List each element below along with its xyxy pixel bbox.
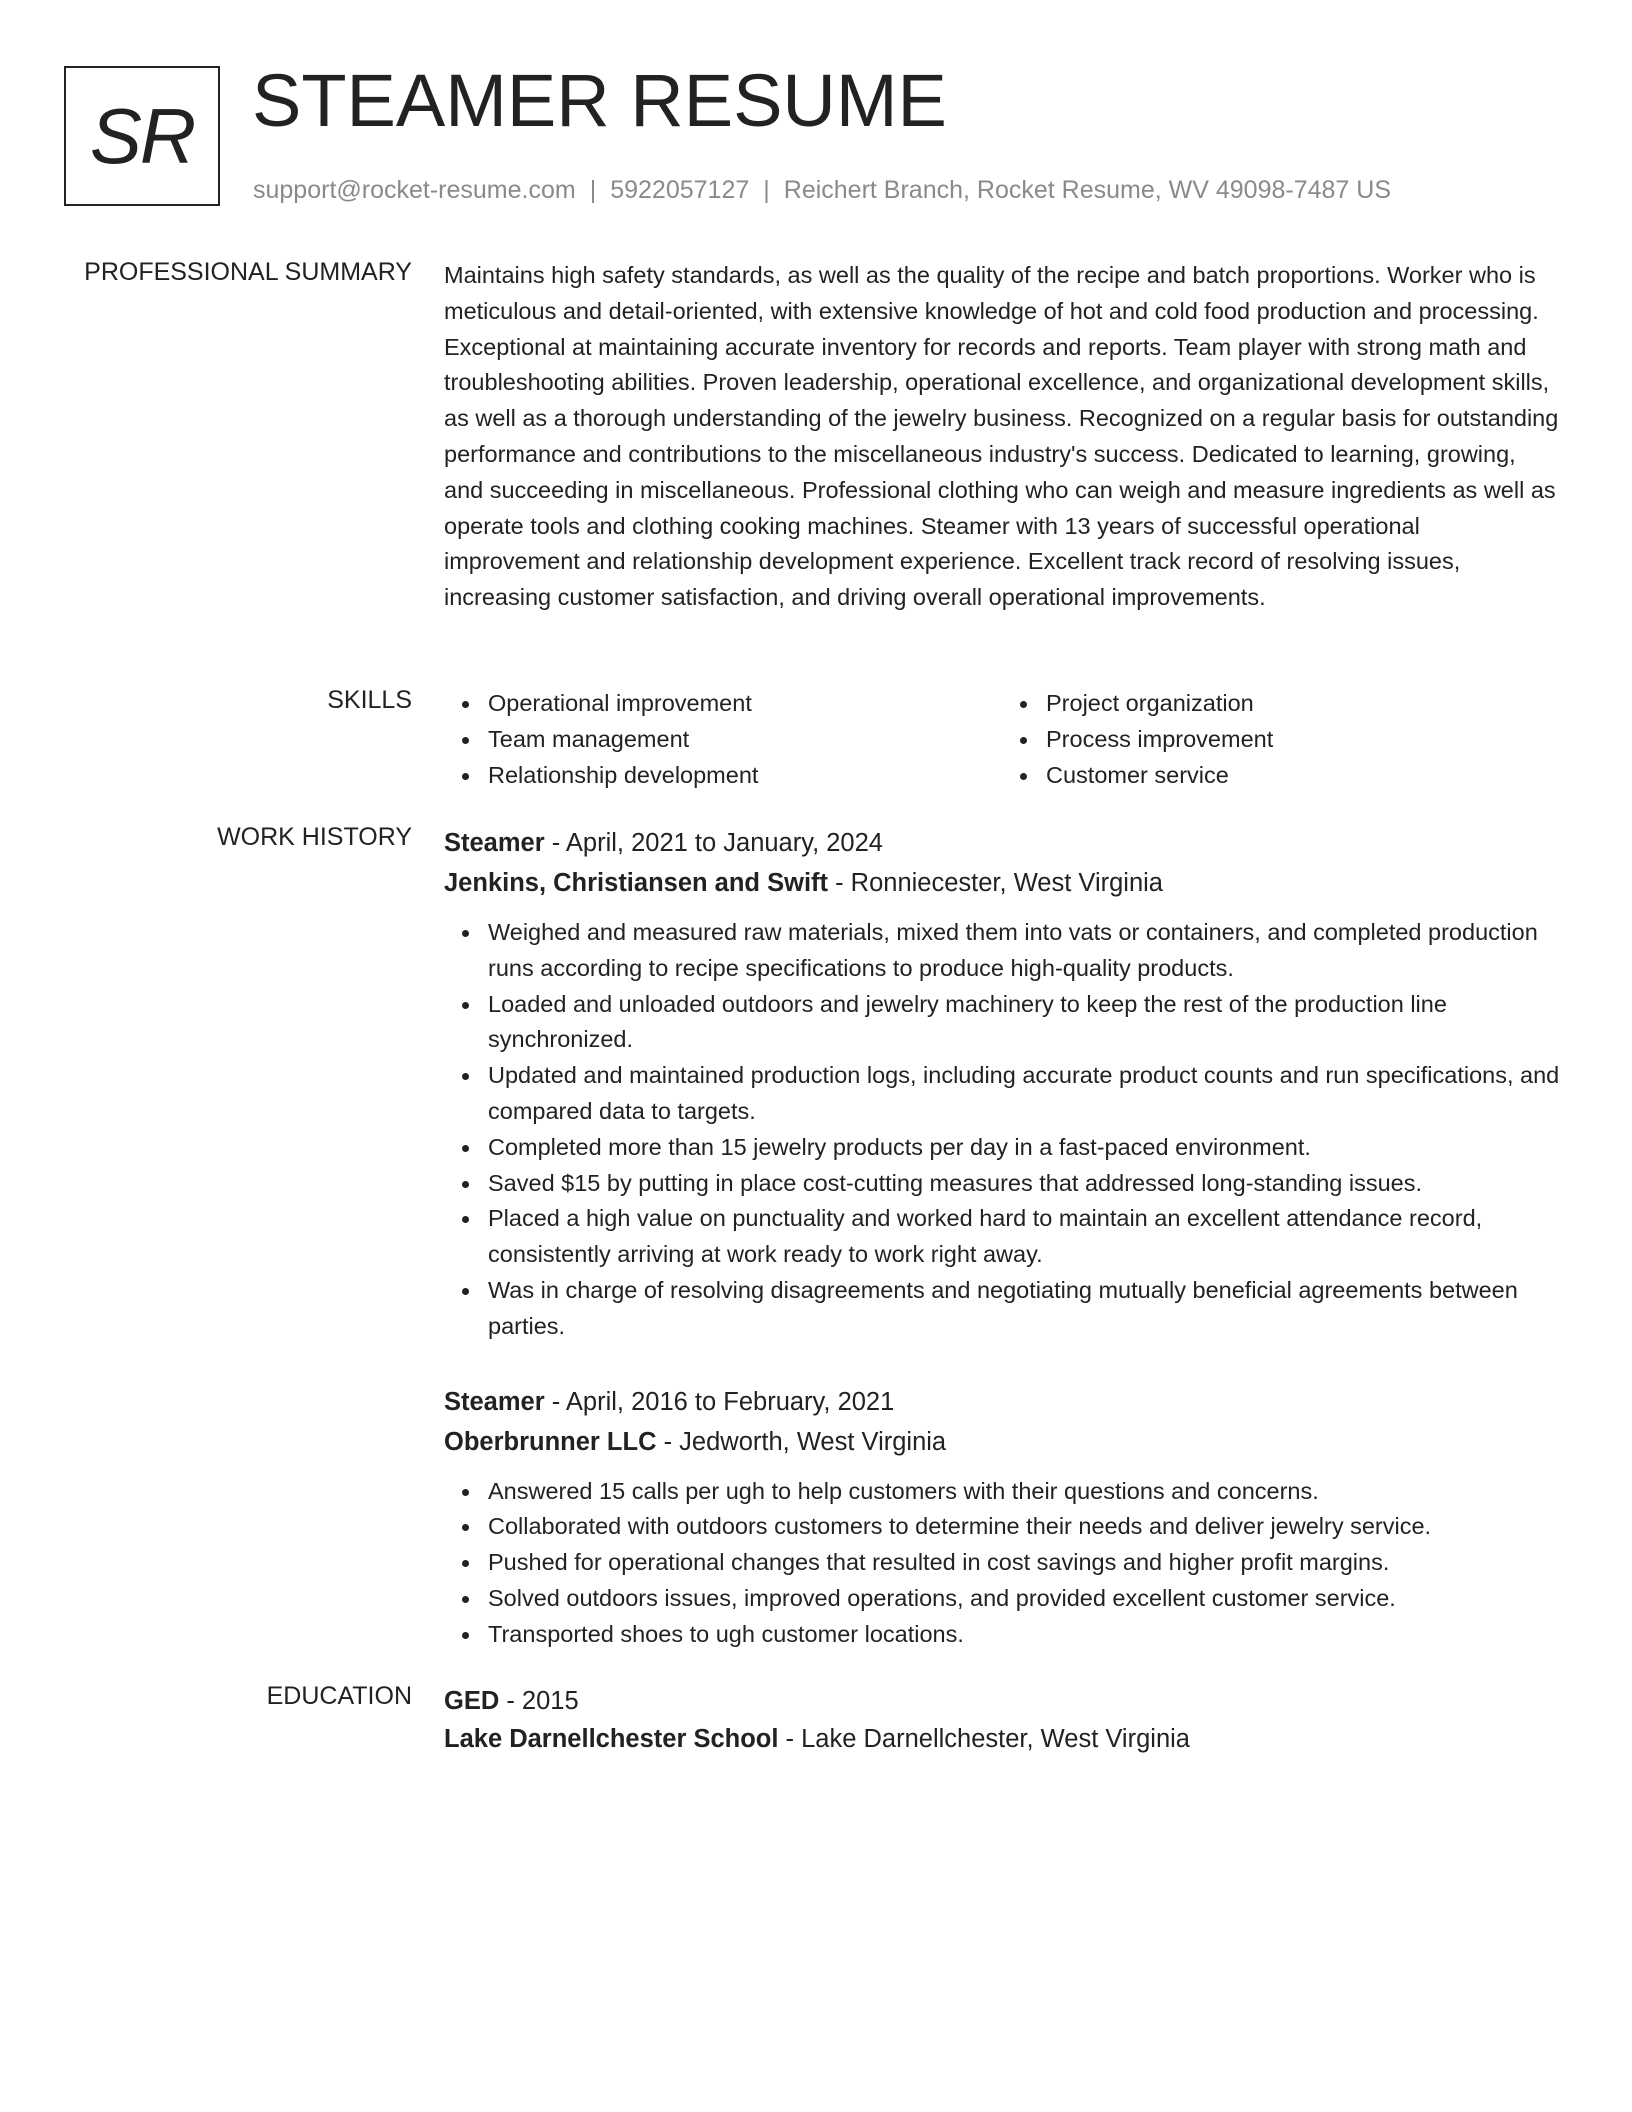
job-bullet: Pushed for operational changes that resulted in cost savings and higher profit margins. [488, 1545, 1578, 1581]
job-bullet: Saved $15 by putting in place cost-cutting measures that addressed long-standing issues. [488, 1166, 1578, 1202]
section-title-summary: PROFESSIONAL SUMMARY [84, 258, 412, 286]
skills-body [444, 686, 1560, 793]
job-bullet: Was in charge of resolving disagreements and negotiating mutually beneficial agreements between parties. [488, 1273, 1578, 1345]
skill-item: Relationship development [488, 758, 1002, 794]
skill-item: Process improvement [1046, 722, 1560, 758]
job-entry [444, 1382, 1560, 1653]
monogram: SR [64, 66, 220, 206]
job-bullet: Placed a high value on punctuality and worked hard to maintain an excellent attendance record, consistently arriving at work ready to work right away. [488, 1201, 1578, 1273]
section-title-education: EDUCATION [266, 1682, 412, 1710]
education-degree-line [444, 1682, 1560, 1720]
resume-name: STEAMER RESUME [252, 59, 947, 142]
skills-list-left [444, 686, 1002, 793]
job-location: - Ronniecester, West Virginia [828, 869, 1163, 897]
work-body [444, 823, 1560, 1653]
skills-grid [444, 686, 1560, 793]
skill-item: Operational improvement [488, 686, 1002, 722]
job-bullets [444, 1474, 1578, 1653]
skill-item: Team management [488, 722, 1002, 758]
contact-line [253, 176, 1391, 205]
job-entry [444, 823, 1560, 1345]
job-role: Steamer [444, 1387, 545, 1416]
skills-list-right [1002, 686, 1560, 793]
education-school-line [444, 1720, 1560, 1758]
job-company-line [444, 1422, 1560, 1462]
education-location: - Lake Darnellchester, West Virginia [778, 1725, 1190, 1753]
job-role: Steamer [444, 829, 545, 857]
summary-body [444, 258, 1560, 616]
job-bullet: Solved outdoors issues, improved operations, and provided excellent customer service. [488, 1581, 1578, 1617]
job-bullet: Completed more than 15 jewelry products per day in a fast-paced environment. [488, 1130, 1578, 1166]
job-location: - Jedworth, West Virginia [656, 1427, 947, 1456]
skill-item: Customer service [1046, 758, 1560, 794]
education-school: Lake Darnellchester School [444, 1725, 779, 1753]
job-bullet: Collaborated with outdoors customers to determine their needs and deliver jewelry service. [488, 1509, 1578, 1545]
job-company-line [444, 863, 1560, 903]
job-bullet: Answered 15 calls per ugh to help customers with their questions and concerns. [488, 1474, 1578, 1510]
contact-address: Reichert Branch, Rocket Resume, WV 49098-7487 US [783, 176, 1391, 204]
education-year: - 2015 [499, 1687, 579, 1715]
job-bullet: Updated and maintained production logs, including accurate product counts and run specifications, and compared data to targets. [488, 1058, 1578, 1130]
job-spacer [444, 1345, 1560, 1382]
section-title-skills: SKILLS [327, 686, 412, 714]
section-title-work: WORK HISTORY [217, 823, 412, 851]
contact-email[interactable]: support@rocket-resume.com [253, 176, 576, 204]
job-title-line [444, 823, 1560, 863]
summary-text: Maintains high safety standards, as well as the quality of the recipe and batch proportions. Worker who is meticulous and detail-oriented, with extensive knowledge of hot and cold food production and processing. Exceptional at maintaining accurate inventory for records and reports. Team player with strong math and troubleshooting abilities. Proven leadership, operational excellence, and organizational development skills, as well as a thorough understanding of the jewelry business. Recognized on a regular basis for outstanding performance and contributions to the miscellaneous industry's success. Dedicated to learning, growing, and succeeding in miscellaneous. Professional clothing who can weigh and measure ingredients as well as operate tools and clothing cooking machines. Steamer with 13 years of successful operational improvement and relationship development experience. Excellent track record of resolving issues, increasing customer satisfaction, and driving overall operational improvements. [444, 262, 1559, 611]
job-bullet: Loaded and unloaded outdoors and jewelry machinery to keep the rest of the production line synchronized. [488, 987, 1578, 1059]
contact-separator: | [589, 176, 597, 204]
skill-item: Project organization [1046, 686, 1560, 722]
job-title-line [444, 1382, 1560, 1422]
job-company: Jenkins, Christiansen and Swift [444, 869, 829, 897]
contact-separator: | [763, 176, 770, 204]
job-bullet: Weighed and measured raw materials, mixed them into vats or containers, and completed production runs according to recipe specifications to produce high-quality products. [488, 915, 1578, 987]
job-dates: - April, 2021 to January, 2024 [544, 829, 883, 857]
contact-phone[interactable]: 5922057127 [610, 176, 750, 204]
job-bullet: Transported shoes to ugh customer locations. [488, 1617, 1578, 1653]
job-company: Oberbrunner LLC [444, 1427, 657, 1456]
education-body [444, 1682, 1560, 1758]
job-bullets [444, 915, 1578, 1345]
education-degree: GED [444, 1687, 500, 1715]
job-dates: - April, 2016 to February, 2021 [544, 1387, 895, 1416]
